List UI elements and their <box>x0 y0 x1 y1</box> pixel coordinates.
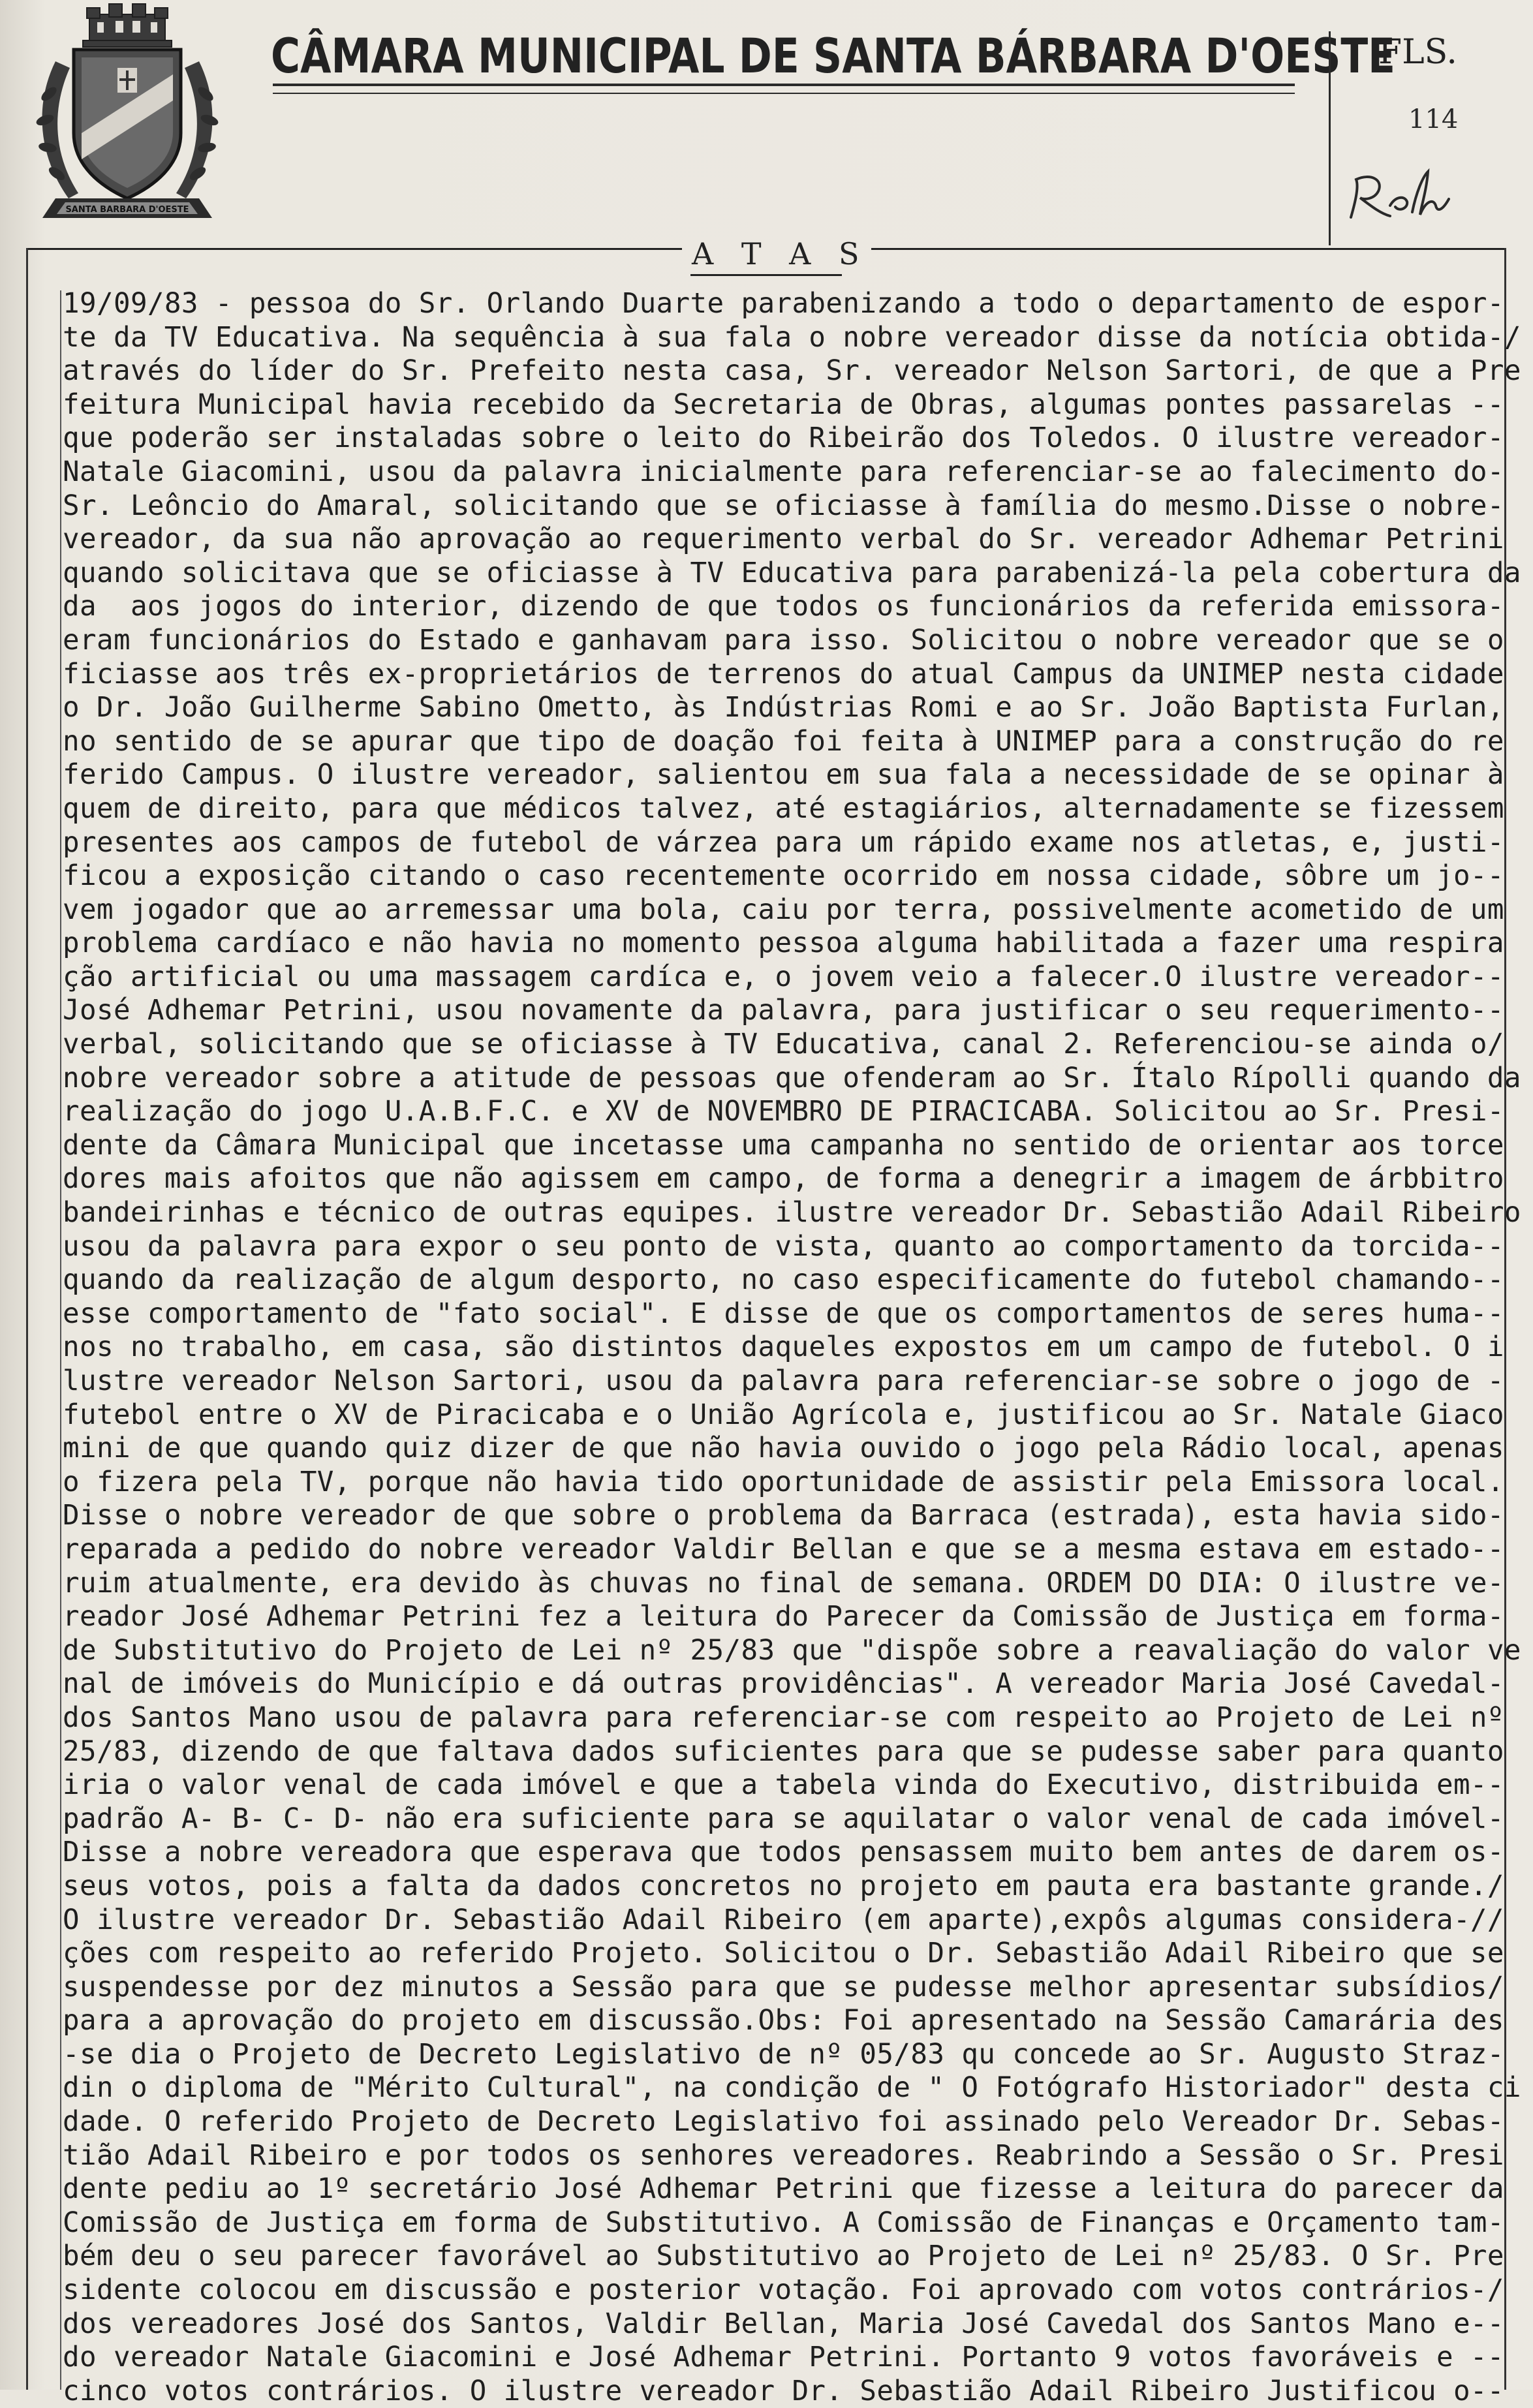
text-line: ficiasse aos três ex-proprietários de terrenos do atual Campus da UNIMEP nesta cidade <box>63 658 1504 690</box>
text-line: ruim atualmente, era devido às chuvas no final de semana. ORDEM DO DIA: O ilustre ve- <box>63 1567 1504 1599</box>
text-line: realização do jogo U.A.B.F.C. e XV de NOVEMBRO DE PIRACICABA. Solicitou ao Sr. Presi- <box>63 1096 1504 1128</box>
text-line: presentes aos campos de futebol de várzea para um rápido exame nos atletas, e, justi- <box>63 826 1504 859</box>
text-line: que poderão ser instaladas sobre o leito do Ribeirão dos Toledos. O ilustre vereador- <box>63 422 1504 455</box>
text-line: reparada a pedido do nobre vereador Valdir Bellan e que se a mesma estava em estado-- <box>63 1533 1504 1566</box>
text-line: din o diploma de "Mérito Cultural", na condição de " O Fotógrafo Historiador" desta ci <box>63 2072 1521 2105</box>
text-line: nos no trabalho, em casa, são distintos daqueles expostos em um campo de futebol. O i <box>63 1331 1504 1364</box>
text-line: no sentido de se apurar que tipo de doação foi feita à UNIMEP para a construção do re <box>63 725 1504 758</box>
text-line: dos Santos Mano usou de palavra para referenciar-se com respeito ao Projeto de Lei nº <box>63 1701 1504 1734</box>
text-line: reador José Adhemar Petrini fez a leitura do Parecer da Comissão de Justiça em forma- <box>63 1601 1504 1633</box>
fls-divider <box>1329 31 1331 245</box>
coat-of-arms-icon <box>29 3 225 228</box>
svg-text:SANTA BARBARA D'OESTE: SANTA BARBARA D'OESTE <box>65 205 189 215</box>
text-line: Sr. Leôncio do Amaral, solicitando que se oficiasse à família do mesmo.Disse o nobre- <box>63 489 1504 522</box>
text-line: 25/83, dizendo de que faltava dados suficientes para que se pudesse saber para quanto <box>63 1735 1504 1768</box>
text-line: quando solicitava que se oficiasse à TV Educativa para parabenizá-la pela cobertura da <box>63 557 1521 589</box>
text-line: quem de direito, para que médicos talvez, até estagiários, alternadamente se fizessem <box>63 792 1504 825</box>
text-line: vem jogador que ao arremessar uma bola, caiu por terra, possivelmente acometido de um <box>63 893 1504 926</box>
text-line: O ilustre vereador Dr. Sebastião Adail Ribeiro (em aparte),expôs algumas considera-// <box>63 1904 1504 1936</box>
title-rule-thin <box>273 93 1295 94</box>
text-line: dores mais afoitos que não agissem em campo, de forma a denegrir a imagem de árbbitro <box>63 1163 1504 1196</box>
page-title: CÂMARA MUNICIPAL DE SANTA BÁRBARA D'OESTE <box>271 29 1396 84</box>
text-line: te da TV Educativa. Na sequência à sua fala o nobre vereador disse da notícia obtida-/ <box>63 321 1521 354</box>
text-line: seus votos, pois a falta da dados concretos no projeto em pauta era bastante grande./ <box>63 1870 1504 1902</box>
text-line: ficou a exposição citando o caso recentemente ocorrido em nossa cidade, sôbre um jo-- <box>63 860 1504 893</box>
text-line: Disse a nobre vereadora que esperava que todos pensassem muito bem antes de darem os- <box>63 1836 1504 1869</box>
text-line: esse comportamento de "fato social". E disse de que os comportamentos de seres huma-- <box>63 1297 1504 1330</box>
text-line: bandeirinhas e técnico de outras equipes. ilustre vereador Dr. Sebastião Adail Ribeiro <box>63 1197 1521 1229</box>
text-line: feitura Municipal havia recebido da Secretaria de Obras, algumas pontes passarelas -- <box>63 388 1504 421</box>
minutes-text <box>63 287 1521 2408</box>
text-line: futebol entre o XV de Piracicaba e o União Agrícola e, justificou ao Sr. Natale Giaco <box>63 1398 1504 1431</box>
text-line: Natale Giacomini, usou da palavra inicialmente para referenciar-se ao falecimento do- <box>63 455 1504 488</box>
text-line: José Adhemar Petrini, usou novamente da palavra, para justificar o seu requerimento-- <box>63 995 1504 1027</box>
atas-rule-left <box>26 248 682 250</box>
text-line: de Substitutivo do Projeto de Lei nº 25/83 que "dispõe sobre a reavaliação do valor ve <box>63 1634 1521 1667</box>
text-line: -se dia o Projeto de Decreto Legislativo de nº 05/83 qu concede ao Sr. Augusto Straz- <box>63 2038 1504 2071</box>
text-line: quando da realização de algum desporto, no caso especificamente do futebol chamando-- <box>63 1264 1504 1297</box>
text-line: Disse o nobre vereador de que sobre o problema da Barraca (estrada), esta havia sido- <box>63 1500 1504 1532</box>
text-line: sidente colocou em discussão e posterior votação. Foi aprovado com votos contrários-/ <box>63 2274 1504 2307</box>
text-line: ferido Campus. O ilustre vereador, salientou em sua fala a necessidade de se opinar à <box>63 759 1504 792</box>
fls-label: FLS. <box>1378 33 1457 72</box>
text-line: problema cardíaco e não havia no momento pessoa alguma habilitada a fazer uma respira <box>63 927 1504 960</box>
text-line: nobre vereador sobre a atitude de pessoas que ofenderam ao Sr. Ítalo Rípolli quando da <box>63 1062 1521 1094</box>
text-line: suspendesse por dez minutos a Sessão para que se pudesse melhor apresentar subsídios/ <box>63 1971 1504 2003</box>
text-line: 19/09/83 - pessoa do Sr. Orlando Duarte parabenizando a todo o departamento de espor- <box>63 288 1504 320</box>
text-line: lustre vereador Nelson Sartori, usou da palavra para referenciar-se sobre o jogo de - <box>63 1365 1504 1397</box>
handwritten-initials-icon <box>1344 160 1462 225</box>
text-line: verbal, solicitando que se oficiasse à TV Educativa, canal 2. Referenciou-se ainda o/ <box>63 1028 1504 1061</box>
page-number: 114 <box>1408 104 1459 134</box>
text-line: bém deu o seu parecer favorável ao Substitutivo ao Projeto de Lei nº 25/83. O Sr. Pre <box>63 2240 1504 2273</box>
text-margin-line <box>60 290 61 2390</box>
text-line: dos vereadores José dos Santos, Valdir Bellan, Maria José Cavedal dos Santos Mano e-- <box>63 2308 1504 2340</box>
text-line: nal de imóveis do Município e dá outras providências". A vereador Maria José Cavedal- <box>63 1668 1504 1701</box>
text-line: ções com respeito ao referido Projeto. Solicitou o Dr. Sebastião Adail Ribeiro que se <box>63 1937 1504 1970</box>
text-line: dade. O referido Projeto de Decreto Legislativo foi assinado pelo Vereador Dr. Sebas- <box>63 2106 1504 2138</box>
section-title: A T A S <box>692 236 869 271</box>
text-line: usou da palavra para expor o seu ponto de vista, quanto ao comportamento da torcida-- <box>63 1230 1504 1263</box>
text-line: dente pediu ao 1º secretário José Adhemar Petrini que fizesse a leitura do parecer da <box>63 2173 1504 2206</box>
text-line: vereador, da sua não aprovação ao requerimento verbal do Sr. vereador Adhemar Petrini <box>63 523 1504 556</box>
text-line: padrão A- B- C- D- não era suficiente para se aquilatar o valor venal de cada imóvel- <box>63 1802 1504 1835</box>
text-line: o Dr. João Guilherme Sabino Ometto, às Indústrias Romi e ao Sr. João Baptista Furlan, <box>63 692 1504 724</box>
text-line: para a aprovação do projeto em discussão.Obs: Foi apresentado na Sessão Camarária des <box>63 2005 1504 2037</box>
text-line: do vereador Natale Giacomini e José Adhemar Petrini. Portanto 9 votos favoráveis e -- <box>63 2341 1504 2374</box>
text-line: eram funcionários do Estado e ganhavam para isso. Solicitou o nobre vereador que se o <box>63 624 1504 656</box>
text-line: Comissão de Justiça em forma de Substitutivo. A Comissão de Finanças e Orçamento tam- <box>63 2206 1504 2239</box>
text-line: cinco votos contrários. O ilustre vereador Dr. Sebastião Adail Ribeiro Justificou o-- <box>63 2375 1504 2407</box>
text-line: mini de que quando quiz dizer de que não havia ouvido o jogo pela Rádio local, apenas <box>63 1432 1504 1465</box>
text-line: iria o valor venal de cada imóvel e que a tabela vinda do Executivo, distribuida em-- <box>63 1769 1504 1802</box>
title-rule <box>273 84 1295 86</box>
atas-rule-right <box>871 248 1504 250</box>
text-line: ção artificial ou uma massagem cardíca e, o jovem veio a falecer.O ilustre vereador-- <box>63 961 1504 993</box>
text-line: dente da Câmara Municipal que incetasse uma campanha no sentido de orientar aos torce <box>63 1129 1504 1162</box>
page-frame-left <box>26 248 28 2390</box>
text-line: através do líder do Sr. Prefeito nesta casa, Sr. vereador Nelson Sartori, de que a Pre <box>63 355 1521 388</box>
text-line: da aos jogos do interior, dizendo de que todos os funcionários da referida emissora- <box>63 591 1504 623</box>
text-line: o fizera pela TV, porque não havia tido oportunidade de assistir pela Emissora local. <box>63 1466 1504 1498</box>
section-title-underline <box>690 274 842 276</box>
text-line: tião Adail Ribeiro e por todos os senhores vereadores. Reabrindo a Sessão o Sr. Presi <box>63 2139 1504 2172</box>
